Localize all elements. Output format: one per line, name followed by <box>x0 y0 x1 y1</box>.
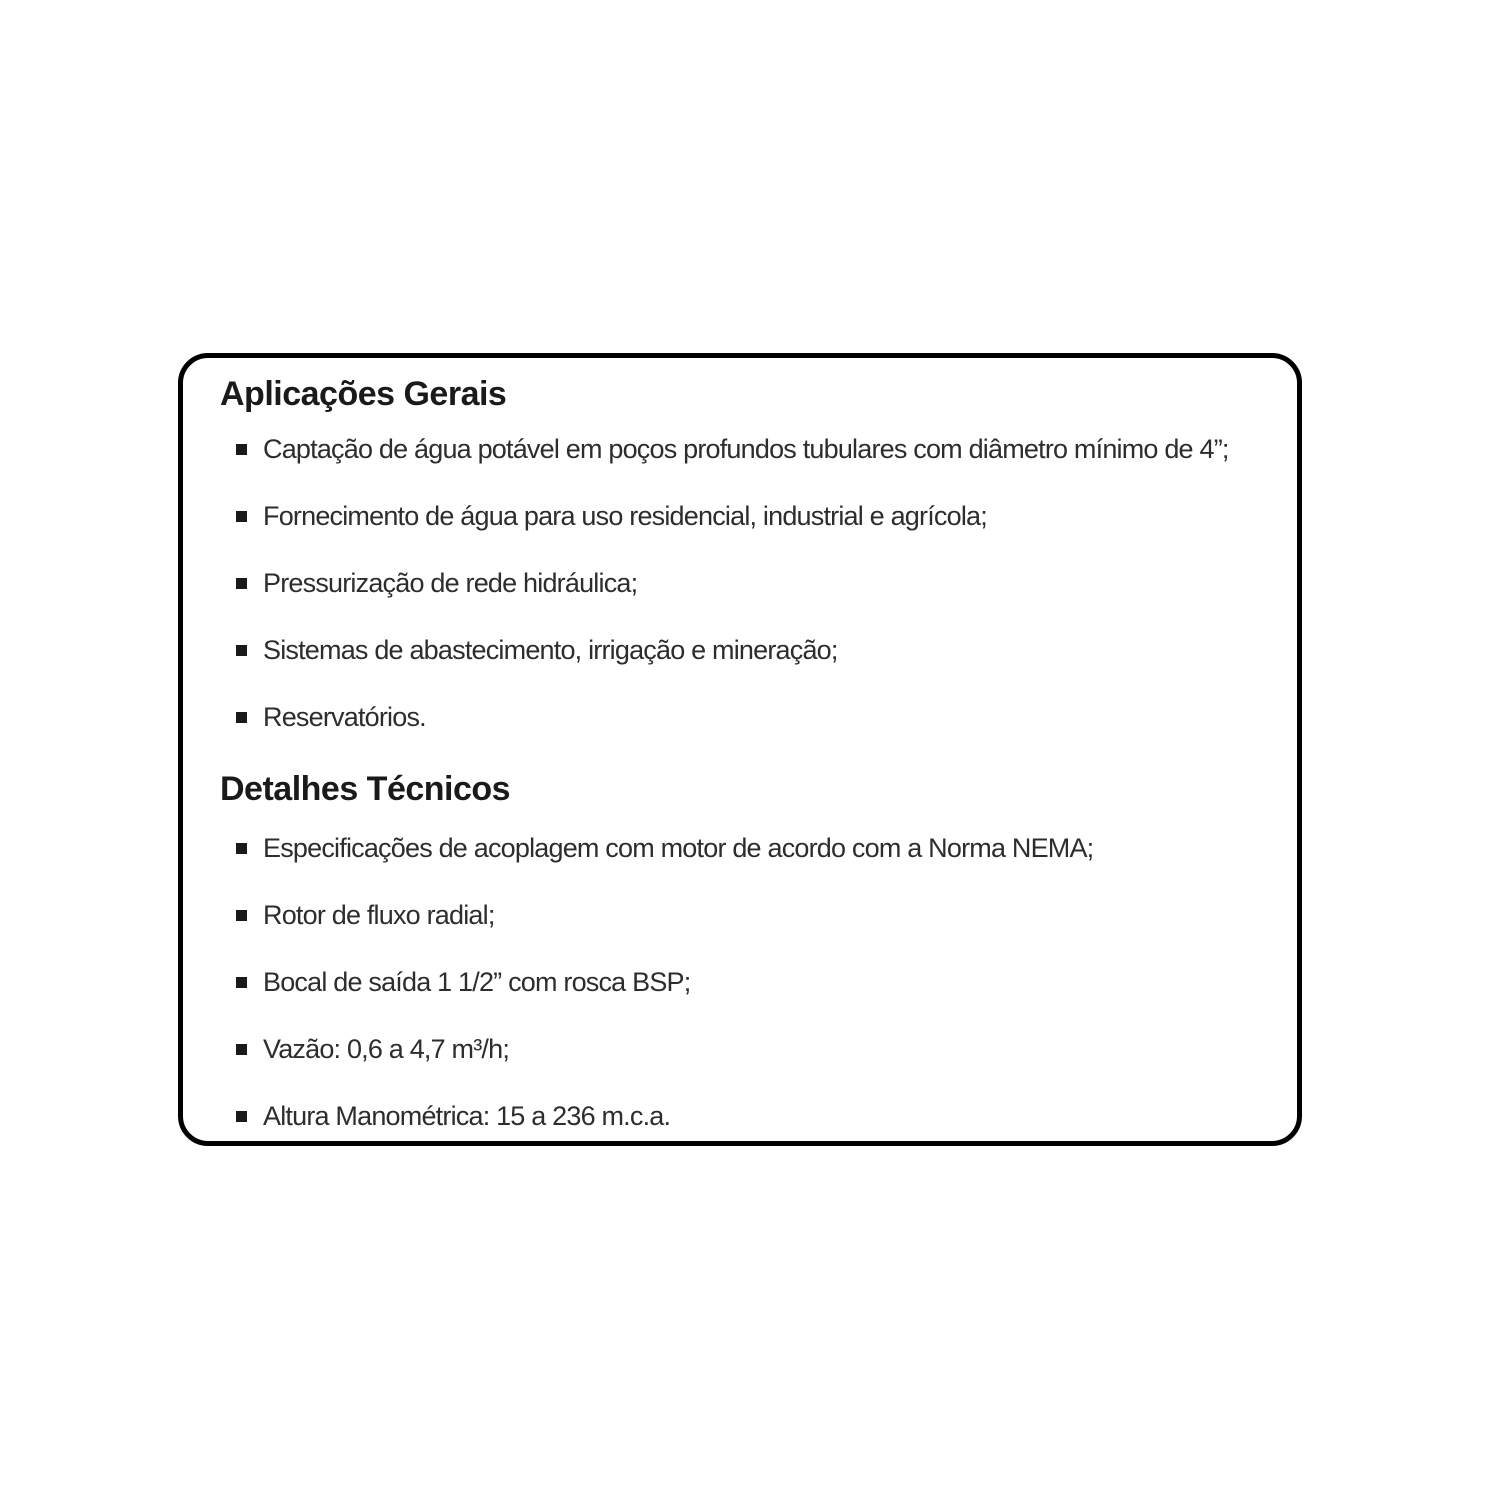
info-panel <box>178 353 1302 1146</box>
bullet-square-icon <box>236 578 247 589</box>
list-item-text: Fornecimento de água para uso residencial, industrial e agrícola; <box>263 501 987 532</box>
bullet-square-icon <box>236 843 247 854</box>
list-item-text: Pressurização de rede hidráulica; <box>263 568 638 599</box>
list-item <box>236 967 1261 997</box>
list-item <box>236 833 1261 863</box>
list-item-text: Especificações de acoplagem com motor de acordo com a Norma NEMA; <box>263 833 1094 864</box>
bullet-square-icon <box>236 1111 247 1122</box>
detalhes-tecnicos-list <box>220 833 1261 1131</box>
list-item-text: Vazão: 0,6 a 4,7 m³/h; <box>263 1034 510 1065</box>
list-item <box>236 702 1261 732</box>
bullet-square-icon <box>236 977 247 988</box>
bullet-square-icon <box>236 444 247 455</box>
bullet-square-icon <box>236 910 247 921</box>
list-item-text: Bocal de saída 1 1/2” com rosca BSP; <box>263 967 691 998</box>
bullet-square-icon <box>236 712 247 723</box>
list-item-text: Reservatórios. <box>263 702 426 733</box>
section-title-detalhes-tecnicos: Detalhes Técnicos <box>220 770 511 809</box>
list-item <box>236 568 1261 598</box>
list-item-text: Altura Manométrica: 15 a 236 m.c.a. <box>263 1101 671 1132</box>
list-item-text: Sistemas de abastecimento, irrigação e mineração; <box>263 635 838 666</box>
list-item-text: Rotor de fluxo radial; <box>263 900 495 931</box>
list-item <box>236 434 1261 464</box>
list-item <box>236 900 1261 930</box>
list-item-text: Captação de água potável em poços profundos tubulares com diâmetro mínimo de 4”; <box>263 434 1229 465</box>
section-title-aplicacoes-gerais: Aplicações Gerais <box>220 375 507 413</box>
list-item <box>236 501 1261 531</box>
list-item <box>236 1034 1261 1064</box>
list-item <box>236 635 1261 665</box>
bullet-square-icon <box>236 511 247 522</box>
bullet-square-icon <box>236 1044 247 1055</box>
list-item <box>236 1101 1261 1131</box>
bullet-square-icon <box>236 645 247 656</box>
aplicacoes-gerais-list <box>220 434 1261 732</box>
